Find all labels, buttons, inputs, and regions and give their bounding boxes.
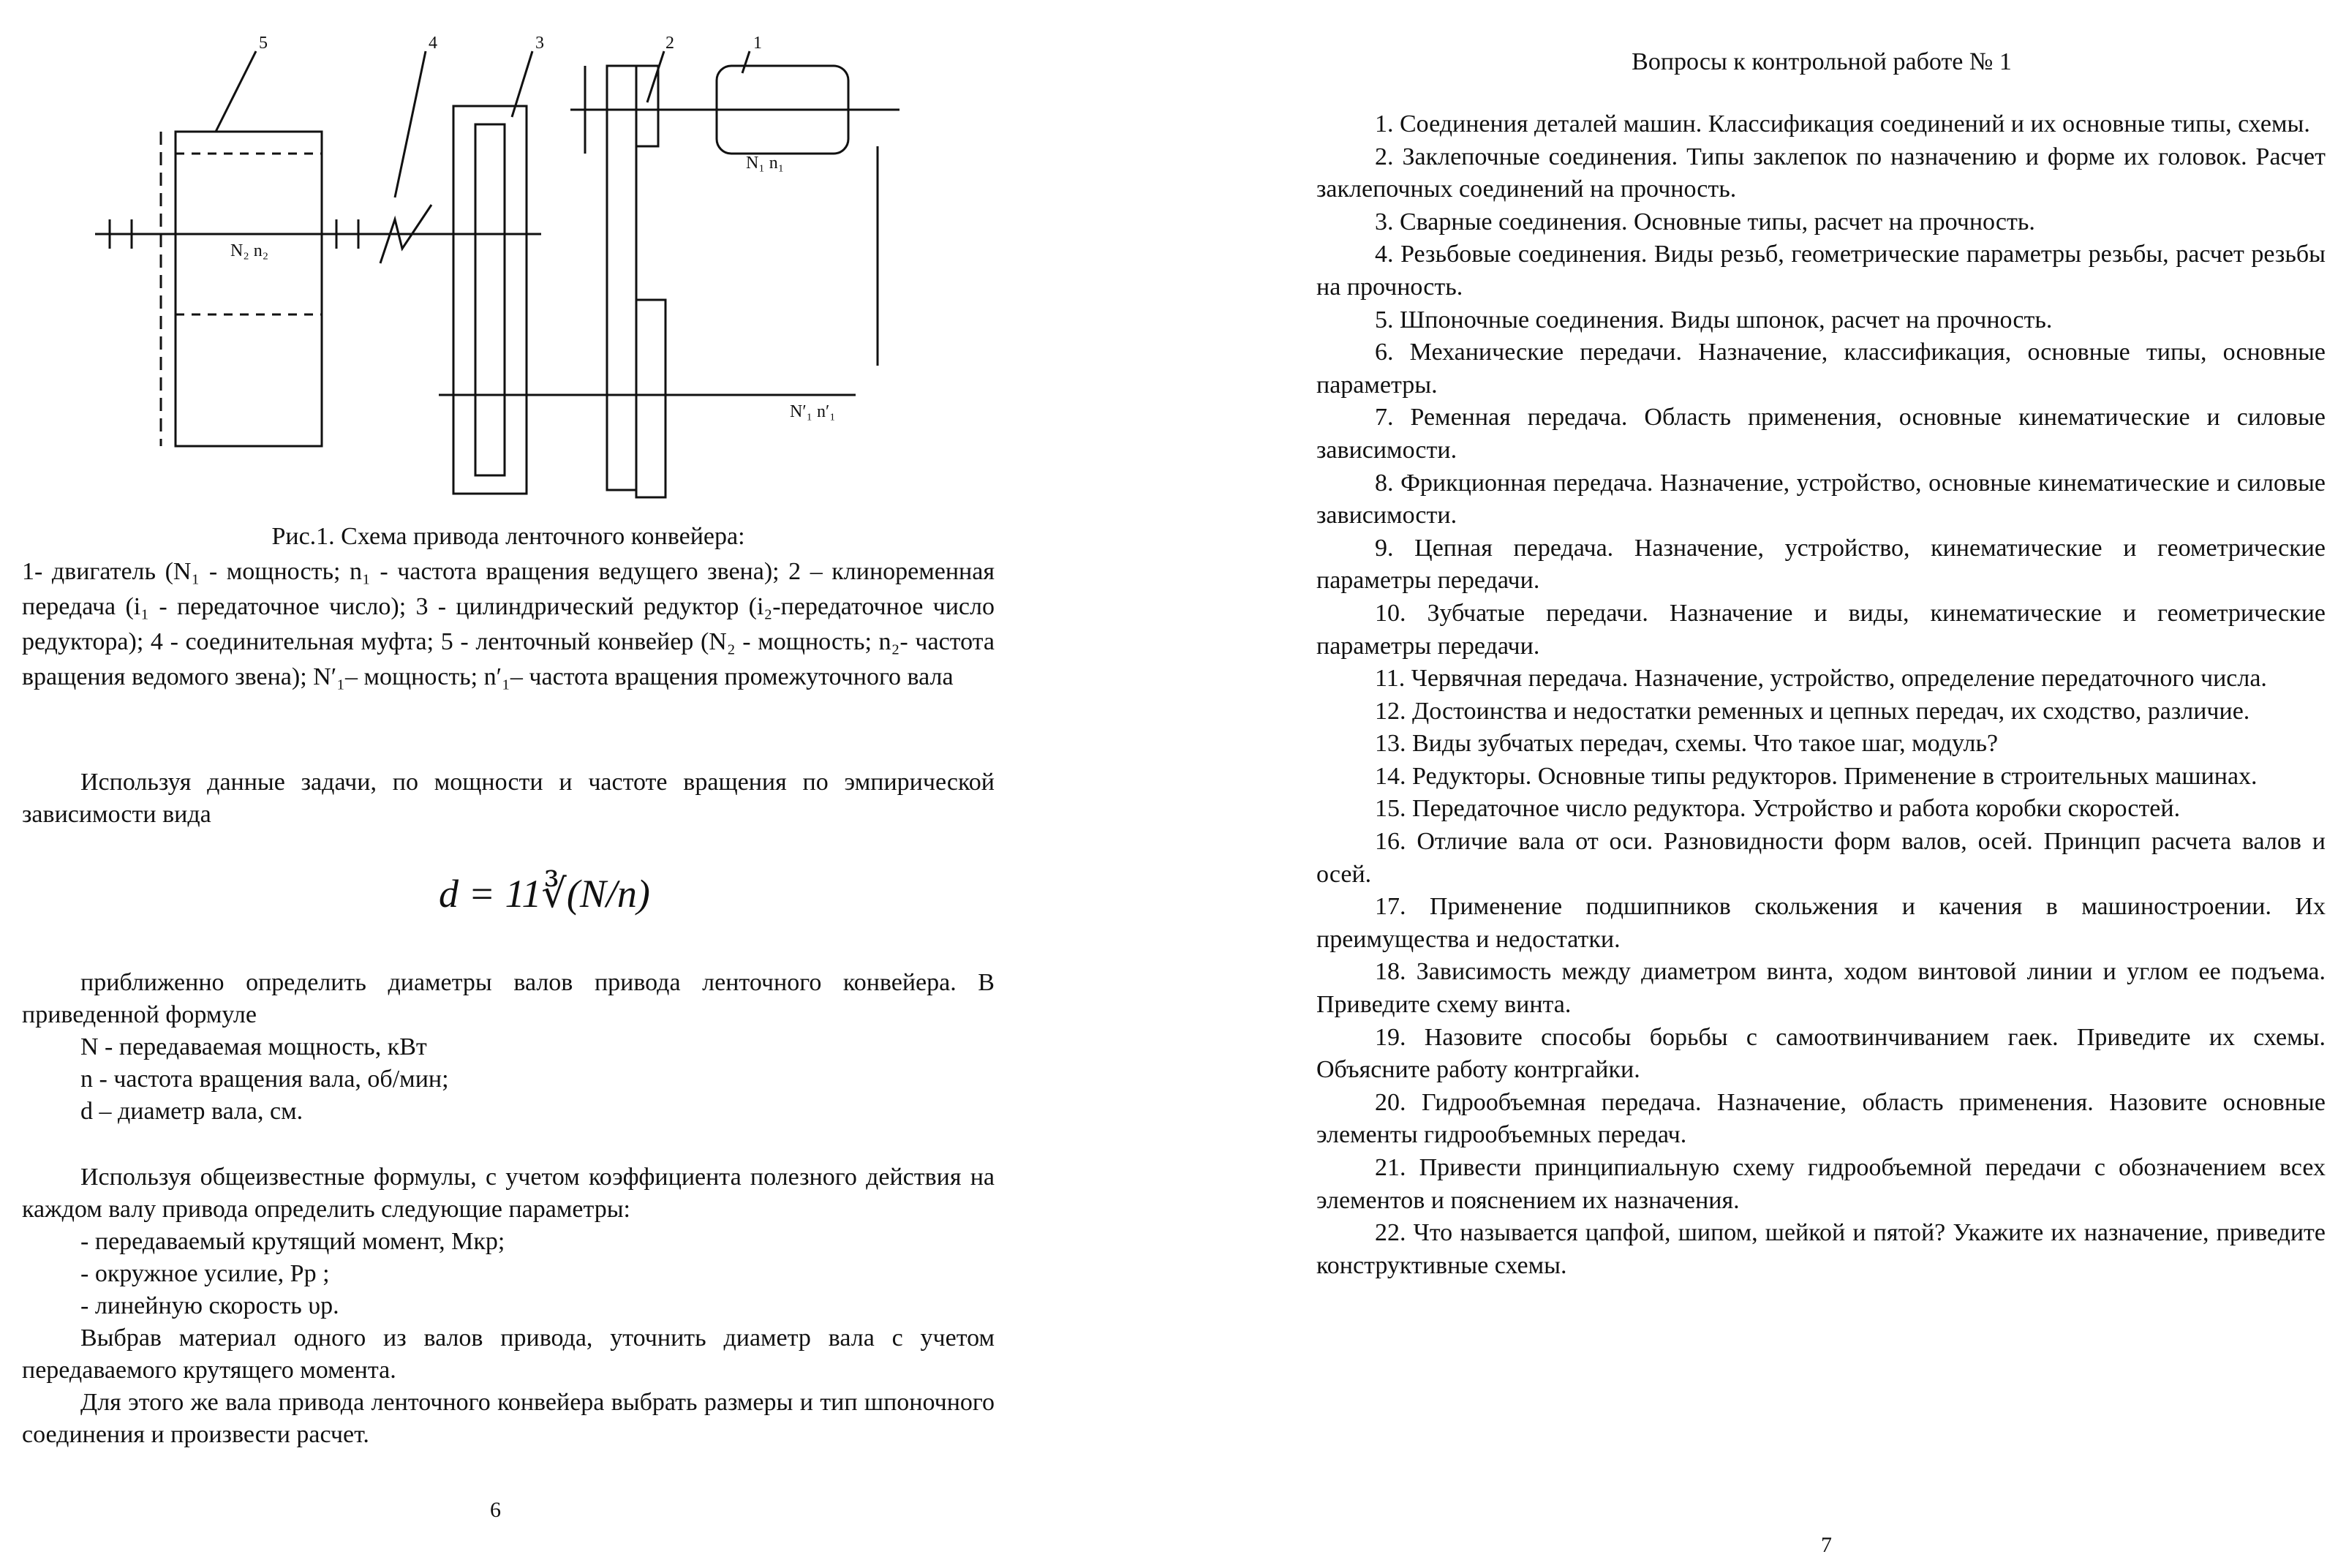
def-n: N - передаваемая мощность, кВт	[80, 1033, 427, 1060]
label-shaft: N′₁ n′₁	[790, 402, 836, 421]
task-paragraph-3: Для этого же вала привода ленточного конвейера выбрать размеры и тип шпоночного соединения и произвести расчет.	[22, 1389, 995, 1448]
label-5: 5	[259, 34, 268, 53]
label-motor: N₁ n₁	[746, 154, 785, 173]
question-4: 4. Резьбовые соединения. Виды резьб, геометрические параметры резьбы, расчет резьбы на прочность.	[1316, 241, 2326, 301]
question-5: 5. Шпоночные соединения. Виды шпонок, расчет на прочность.	[1375, 306, 2053, 333]
question-14: 14. Редукторы. Основные типы редукторов. Применение в строительных машинах.	[1375, 762, 2258, 790]
questions-title: Вопросы к контрольной работе № 1	[1632, 48, 2012, 75]
question-16: 16. Отличие вала от оси. Разновидности форм валов, осей. Принцип расчета валов и осей.	[1316, 828, 2326, 888]
question-19: 19. Назовите способы борьбы с самоотвинчиванием гаек. Приведите их схемы. Объясните работу контргайки.	[1316, 1023, 2326, 1084]
question-20: 20. Гидрообъемная передача. Назначение, область применения. Назовите основные элементы гидрообъемных передач.	[1316, 1088, 2326, 1149]
question-3: 3. Сварные соединения. Основные типы, расчет на прочность.	[1375, 208, 2035, 235]
formula: d = 11∛(N/n)	[439, 872, 650, 916]
label-1: 1	[753, 34, 762, 53]
figure-caption	[22, 519, 995, 695]
reducer-housing	[453, 106, 527, 494]
right-page	[1316, 0, 2327, 1568]
label-conveyor: N₂ n₂	[230, 241, 269, 260]
questions-list	[1316, 108, 2326, 1282]
label-2: 2	[665, 34, 674, 53]
task-paragraph-2: Выбрав материал одного из валов привода, уточнить диаметр вала с учетом передаваемого крутящего момента.	[22, 1324, 995, 1384]
question-2: 2. Заклепочные соединения. Типы заклепок по назначению и форме их головок. Расчет заклепочных соединений на прочность.	[1316, 143, 2326, 203]
label-4: 4	[429, 34, 437, 53]
question-9: 9. Цепная передача. Назначение, устройство, кинематические и геометрические параметры передачи.	[1316, 534, 2326, 595]
page-number-right: 7	[1821, 1533, 1832, 1557]
def-d: d – диаметр вала, см.	[80, 1098, 303, 1125]
question-1: 1. Соединения деталей машин. Классификация соединений и их основные типы, схемы.	[1375, 110, 2310, 137]
question-17: 17. Применение подшипников скольжения и качения в машиностроении. Их преимущества и недостатки.	[1316, 893, 2326, 953]
question-22: 22. Что называется цапфой, шипом, шейкой и пятой? Укажите их назначение, приведите конструктивные схемы.	[1316, 1219, 2326, 1279]
task-item-1: - передаваемый крутящий момент, Мкр;	[80, 1228, 505, 1255]
belt-pulley	[607, 66, 636, 490]
question-13: 13. Виды зубчатых передач, схемы. Что такое шаг, модуль?	[1375, 730, 1999, 758]
task-item-3: - линейную скорость υр.	[80, 1292, 339, 1319]
question-6: 6. Механические передачи. Назначение, классификация, основные типы, основные параметры.	[1316, 339, 2326, 399]
conveyor-drum	[176, 132, 322, 446]
caption-body: 1- двигатель (N₁ - мощность; n₁ - частота вращения ведущего звена); 2 – клиноременная передача (i₁ - передаточное число); 3 - цилиндрический редуктор (i₂-передаточное число редуктора); 4 - соединительная муфта; 5 - ленточный конвейер (N₂ - мощность; n₂- частота вращения ведомого звена); N′₁– мощность; n′₁– частота вращения промежуточного вала	[22, 558, 995, 690]
page-number-left: 6	[490, 1498, 501, 1522]
intro-paragraph: Используя данные задачи, по мощности и частоте вращения по эмпирической зависимости вида	[22, 769, 995, 828]
conveyor-drive-schematic	[88, 22, 965, 519]
question-11: 11. Червячная передача. Назначение, устройство, определение передаточного числа.	[1375, 665, 2267, 693]
task-item-2: - окружное усилие, Рр ;	[80, 1260, 330, 1287]
question-8: 8. Фрикционная передача. Назначение, устройство, основные кинематические и силовые зависимости.	[1316, 469, 2326, 529]
after-formula-paragraph: приближенно определить диаметры валов привода ленточного конвейера. В приведенной формуле	[22, 969, 995, 1028]
task-intro: Используя общеизвестные формулы, с учетом коэффициента полезного действия на каждом валу привода определить следующие параметры:	[22, 1164, 995, 1223]
question-21: 21. Привести принципиальную схему гидрообъемной передачи с обозначением всех элементов и пояснением их назначения.	[1316, 1154, 2326, 1214]
def-n-rpm: n - частота вращения вала, об/мин;	[80, 1066, 449, 1093]
question-7: 7. Ременная передача. Область применения, основные кинематические и силовые зависимости.	[1316, 404, 2326, 464]
question-18: 18. Зависимость между диаметром винта, ходом винтовой линии и углом ее подъема. Приведите схему винта.	[1316, 958, 2326, 1019]
caption-title: Рис.1. Схема привода ленточного конвейера:	[271, 523, 745, 550]
label-3: 3	[535, 34, 544, 53]
question-15: 15. Передаточное число редуктора. Устройство и работа коробки скоростей.	[1375, 795, 2181, 823]
left-page	[0, 0, 1009, 1568]
question-12: 12. Достоинства и недостатки ременных и цепных передач, их сходство, различие.	[1375, 697, 2250, 725]
question-10: 10. Зубчатые передачи. Назначение и виды, кинематические и геометрические параметры передачи.	[1316, 599, 2326, 660]
